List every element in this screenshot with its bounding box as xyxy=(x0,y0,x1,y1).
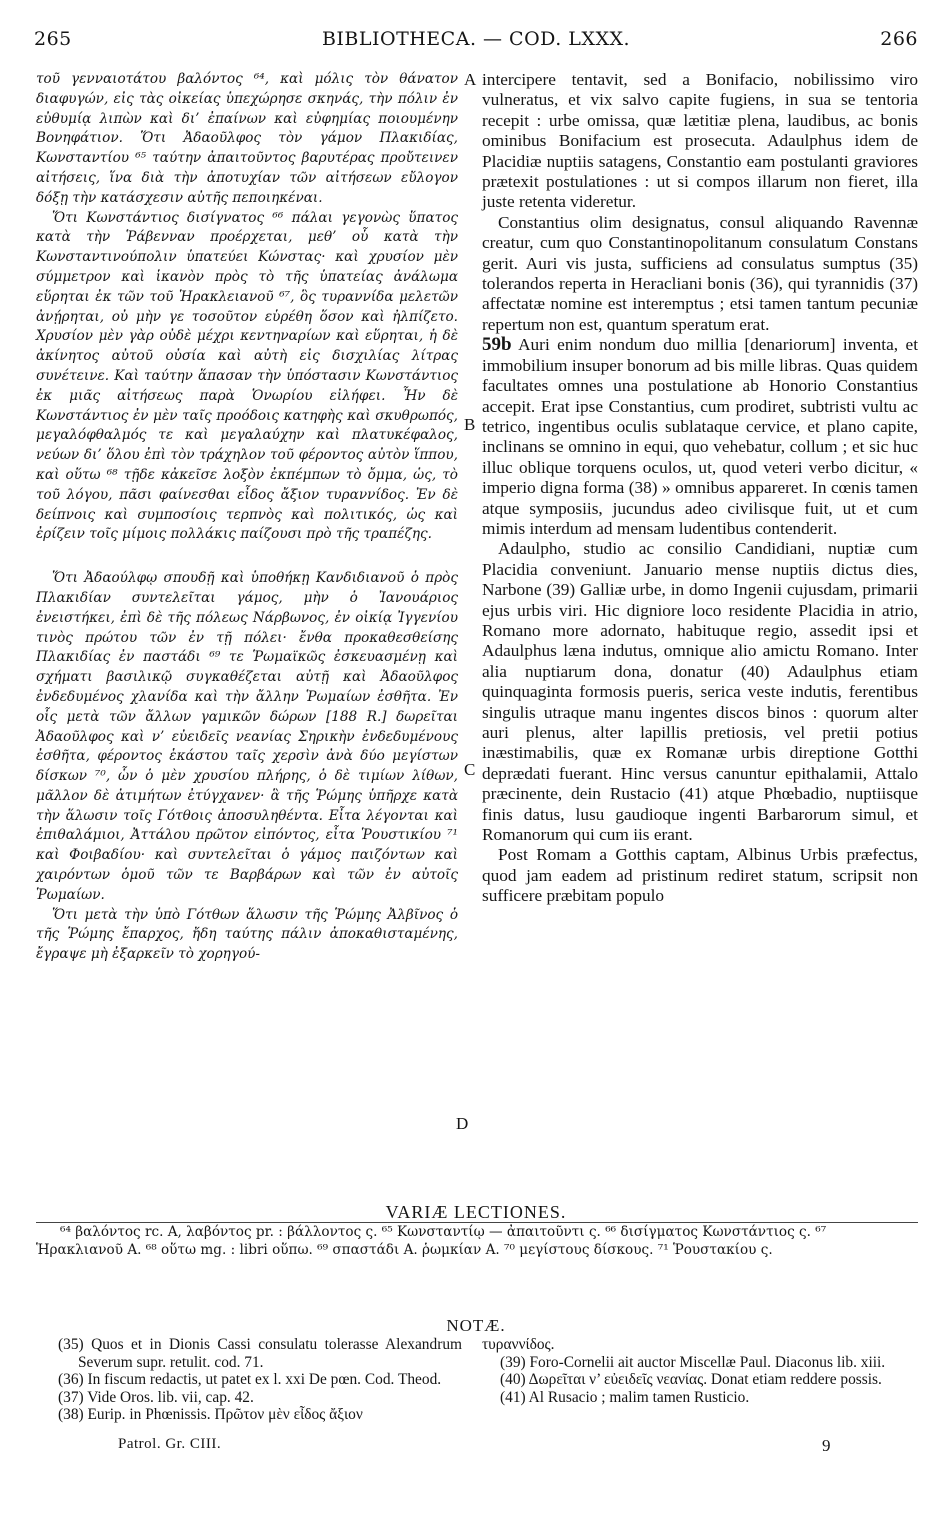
latin-paragraph-text: Auri enim nondum duo millia [denariorum] inventa, et immobilium insuper bonorum ad bis mille libras. Quas quidem facultates omnes una postulatione ab Honorio Constantius accepit. Erat ipse Constantius, cum prodiret, subtristi vultu ac tetrico, ingentibus oculis sublataque cervice, et plano capite, inclinans se omnino in equi, quo vehebatur, collum ; et sic huc illuc oblique torquens oculos, ut, quod veteri verbo dicitur, « imperio digna forma (38) » omnibus appareret. In cœnis tamen atque symposiis, jucundus adeo civilisque fuit, ut et cum mimis interdum ad mensam ludentibus contenderit. xyxy=(482,335,918,538)
variae-lectiones-title: VARIÆ LECTIONES. xyxy=(385,1202,567,1222)
greek-paragraph: Ὅτι Ἀδαούλφῳ σπουδῇ καὶ ὑποθήκῃ Κανδιδιανοῦ ὁ πρὸς Πλακιδίαν συντελεῖται γάμος, μὴν ὁ Ἰανουάριος ἐνειστήκει, ἐπὶ δὲ τῆς πόλεως Νάρβωνος, ἐν οἰκίᾳ Ἰγγενίου τινὸς πρώτου τῶν ἐν τῇ πόλει· ἔνθα προκαθεσθείσης Πλακιδίας ἐν παστάδι ⁶⁹ τε Ῥωμαϊκῶς ἐσκευασμένῃ καὶ σχήματι βασιλικῷ συγκαθέζεται αὐτῇ καὶ Ἀδαοῦλφος ἐνδεδυμένος χλανίδα καὶ τὴν ἄλλην Ῥωμαίων ἐσθῆτα. Ἐν οἷς μετὰ τῶν ἄλλων γαμικῶν δώρων [188 R.] δωρεῖται Ἀδαοῦλφος καὶ ν’ εὐειδεῖς νεανίας Σηρικὴν ἐνδεδυμένους ἐσθῆτα, φέροντος ἑκάστου ταῖς χερσὶν ἀνὰ δύο μεγίστων δίσκων ⁷⁰, ὧν ὁ μὲν χρυσίου πλήρης, ὁ δὲ τιμίων λίθων, μᾶλλον δὲ ἀτιμήτων ἐτύγχανεν· ἃ τῆς Ῥώμης ὑπῆρχε κατὰ τὴν ἅλωσιν τοῖς Γότθοις ἀποσυληθέντα. Εἶτα λέγονται καὶ ἐπιθαλάμιοι, Ἀττάλου πρῶτον εἰπόντος, εἶτα Ῥουστικίου ⁷¹ καὶ Φοιβαδίου· καὶ συντελεῖται ὁ γάμος παιζόντων καὶ χαιρόντων ὁμοῦ τῶν τε Βαρβάρων καὶ τῶν ἐν αὐτοῖς Ῥωμαίων. xyxy=(36,570,458,903)
greek-paragraph: τοῦ γενναιοτάτου βαλόντος ⁶⁴, καὶ μόλις τὸν θάνατον διαφυγών, εἰς τὰς οἰκείας ὑπεχώρησε σκηνάς, τὴν πόλιν ἐν εὐθυμίᾳ λιπὼν καὶ δι’ ἐπαίνων καὶ εὐφημίας ποιουμένην Βονηφάτιον. Ὅτι Ἀδαοῦλφος τὸν γάμον Πλακιδίας, Κωνσταντίου ⁶⁵ ταύτην ἀπαιτοῦντος βαρυτέρας προὔτεινεν αἰτήσεις, ἵνα διὰ τὴν ἀποτυχίαν τῶν αἰτήσεων εὔλογον δόξῃ τὴν κατάσχεσιν αὐτῆς πεποιηκέναι. xyxy=(36,71,458,206)
note: (36) In fiscum redactis, ut patet ex l. xxi De pœn. Cod. Theod. xyxy=(58,1371,442,1388)
page-number-right: 266 xyxy=(880,28,918,50)
variae-lectiones-text: ⁶⁴ βαλόντος rc. A, λαβόντος pr. : βάλλοντος ς. ⁶⁵ Κωνσταντίῳ — ἀπαιτοῦντι ς. ⁶⁶ δισίγματος Κωνστάντιος ς. ⁶⁷ Ἡρακλιανοῦ A. ⁶⁸ οὕτω mg. : libri οὕπω. ⁶⁹ σπαστάδι A. ῥωμκίαν A. ⁷⁰ μεγίστους δίσκους. ⁷¹ Ῥουστακίου ς. xyxy=(36,1224,827,1258)
latin-paragraph-marked xyxy=(482,335,918,539)
footer-signature: 9 xyxy=(822,1436,831,1455)
variae-lectiones xyxy=(36,1224,916,1260)
note: (39) Foro-Cornelii ait auctor Miscellæ Paul. Diaconus lib. xiii. xyxy=(500,1353,886,1371)
running-head: BIBLIOTHECA. — COD. LXXX. xyxy=(321,28,631,50)
latin-column xyxy=(482,70,918,907)
greek-paragraph: Ὅτι μετὰ τὴν ὑπὸ Γότθων ἅλωσιν τῆς Ῥώμης Ἀλβῖνος ὁ τῆς Ῥώμης ἔπαρχος, ἤδη ταύτης πάλιν ἀποκαθισταμένης, ἔγραψε μὴ ἐξαρκεῖν τὸ χορηγού- xyxy=(36,906,458,963)
latin-paragraph: Post Romam a Gotthis captam, Albinus Urbis præfectus, quod jam eadem ad pristinum rediret statum, scripsit non sufficere præbitam populo xyxy=(482,845,918,906)
greek-paragraph: Ὅτι Κωνστάντιος δισίγνατος ⁶⁶ πάλαι γεγονὼς ὕπατος κατὰ τὴν Ῥάβενναν προέρχεται, μεθ’ οὗ κατὰ τὴν Κωνσταντινούπολιν ὑπατεύει Κώνστας· καὶ χρυσίον μὲν σύμμετρον καὶ ἱκανὸν πρὸς τὸ τῆς ὑπατείας ἀνάλωμα εὕρηται ἐκ τῶν τοῦ Ἡρακλειανοῦ ⁶⁷, ὃς τυραννίδα μελετῶν ἀνῄρηται, οὐ μὴν γε τοσοῦτον εὑρέθη ὅσον καὶ ἠλπίζετο. Χρυσίον μὲν γὰρ οὐδὲ μέχρι κεντηναρίων καὶ εὕρηται, ἡ δὲ ἀκίνητος αὐτοῦ οὐσία καὶ αὐτὴ εἰς δισχιλίας λίτρας συνέτεινε. Καὶ ταύτην ἅπασαν τὴν ὑπόστασιν Κωνστάντιος ἐκ μιᾶς αἰτήσεως παρὰ Ὁνωρίου εἰλήφει. Ἦν δὲ Κωνστάντιος ἐν μὲν ταῖς προόδοις κατηφὴς καὶ σκυθρωπός, μεγαλόφθαλμός τε καὶ μεγαλαύχην καὶ πλατυκέφαλος, νεύων δι’ ὅλου ἐπὶ τὸν τράχηλον τοῦ φέροντος αὐτὸν ἵππου, καὶ οὕτω ⁶⁸ τῇδε κἀκεῖσε λοξὸν ἐκπέμπων τὸ ὄμμα, ὡς, τὸ τοῦ λόγου, πᾶσι φαίνεσθαι εἶδος ἄξιον τυραννίδος. Ἐν δὲ δείπνοις καὶ συμποσίοις τερπνὸς καὶ πολιτικός, ὡς καὶ ἐρίζειν τοῖς μίμοις πολλάκις παίζουσι πρὸ τῆς τραπέζης. xyxy=(36,209,458,543)
margin-letter-a: A xyxy=(464,70,477,89)
column-marker: 59b xyxy=(482,334,512,356)
margin-letter-c: C xyxy=(464,760,476,779)
note: (38) Eurip. in Phœnissis. Πρῶτον μὲν εἶδος ἄξιον xyxy=(58,1406,363,1423)
page-header xyxy=(34,28,918,56)
greek-column xyxy=(36,70,458,965)
footer-source: Patrol. Gr. CIII. xyxy=(118,1436,222,1452)
latin-paragraph: Adaulpho, studio ac consilio Candidiani, nuptiæ cum Placidia conveniunt. Januario mense nuptiis dictus dies, Narbone (39) Galliæ urbe, in domo Ingenii cujusdam, primarii ejus urbis viri. Hic digniore loco residente Placidia in atrio, Romano more adornato, habituque regio, assedit ipsi et Adaulphus læna indutus, omnique alio amictu Romano. Inter alia nuptiarum dona, donatur (40) Adaulphus etiam quinquaginta formosis pueris, serica veste indutis, ferentibus singulis utraque manu ingentes discos binos : quorum alter auri plenus, alter lapillis pretiosis, vel pretii potius inæstimabilis, quæ ex Romanæ urbis direptione Gotthi deprædati fuerant. Hinc versus canuntur epithalamii, Attalo præcinente, dein Rustacio (41) atque Phœbadio, nuptiisque finis datus, lusu gaudioque ingenti Barbarorum simul, et Romanorum qui cum iis erant. xyxy=(482,539,918,845)
note-continuation: τυραννίδος. xyxy=(482,1336,555,1353)
note: (35) Quos et in Dionis Cassi consulatu tolerasse Alexandrum Severum supr. retulit. cod. 71. xyxy=(58,1336,462,1371)
latin-paragraph: intercipere tentavit, sed a Bonifacio, nobilissimo viro vulneratus, et vix salvo capite fugiens, in sua se tentoria recepit : urbe omissa, quæ lætitiæ plena, laudibus, ac bonis ominibus Bonifacium est prosecuta. Adaulphus idem de Placidiæ nuptiis satagens, Constantio eam postulanti graviores prætexit postulationes : ut si compos illarum non fieret, illa juste retenta videretur. xyxy=(482,70,918,212)
margin-letter-d: D xyxy=(456,1114,469,1133)
page-number-left: 265 xyxy=(34,28,72,50)
divider xyxy=(36,1222,918,1223)
note: (41) Al Rusacio ; malim tamen Rusticio. xyxy=(500,1388,750,1406)
notes-left-column xyxy=(58,1336,462,1424)
note: (40) Δωρεῖται ν’ εὐειδεῖς νεανίας. Donat etiam reddere possis. xyxy=(500,1371,882,1388)
note: (37) Vide Oros. lib. vii, cap. 42. xyxy=(58,1388,254,1406)
latin-paragraph: Constantius olim designatus, consul aliquando Ravennæ creatur, cum quo Constantinopolitanum consulatum Constans gerit. Auri vis justa, sufficiens ad consulatus sumptus (35) tolerandos reperta in Heracliani bonis (36), qui tyrannidis (37) affectatæ nomine est interemptus ; etsi tamen tantum pecuniæ repertum non est, quantum speratum erat. xyxy=(482,212,918,334)
notae-title: NOTÆ. xyxy=(446,1316,506,1335)
margin-letter-b: B xyxy=(464,415,476,434)
notes-right-column xyxy=(482,1336,918,1406)
